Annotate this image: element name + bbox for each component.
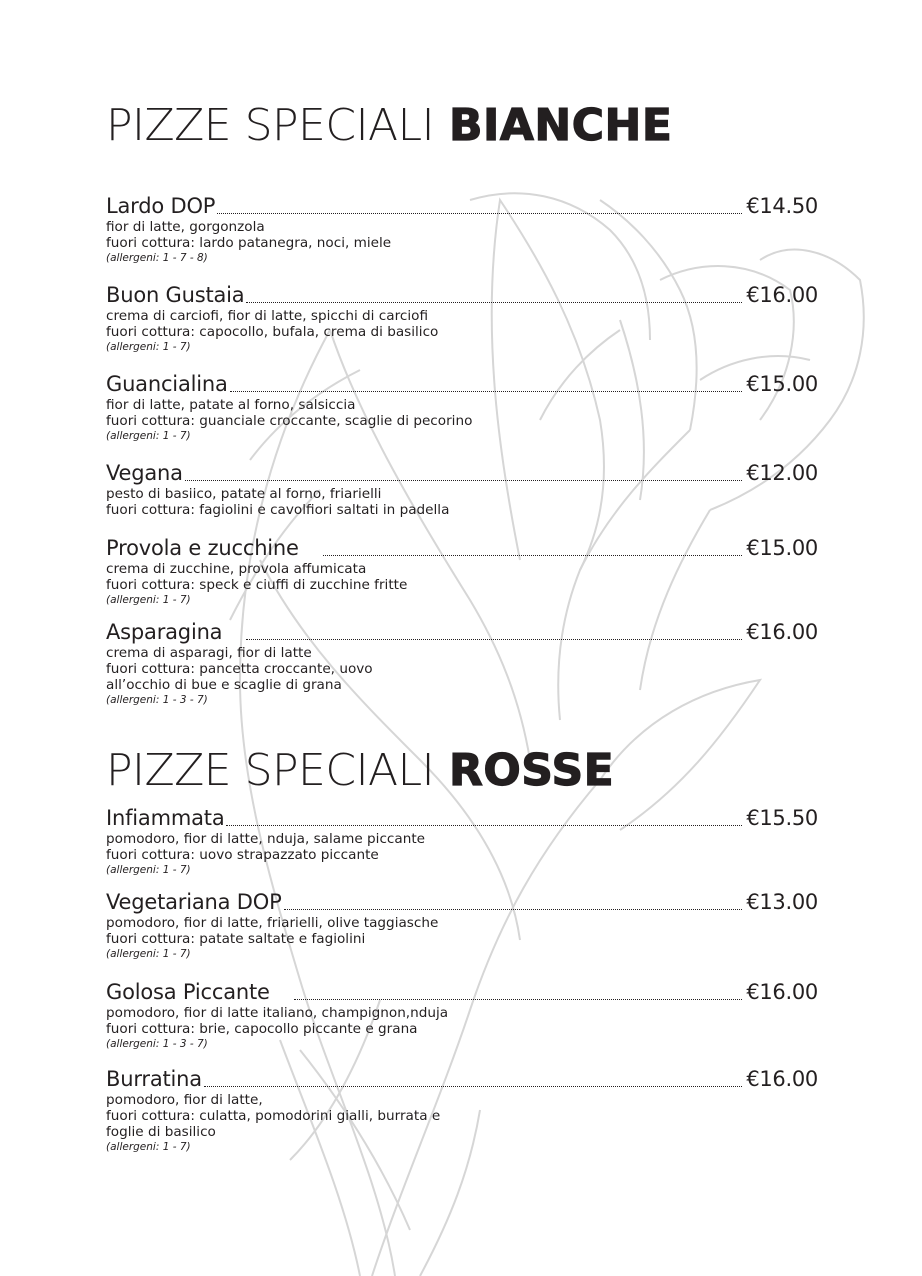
item-description: pomodoro, fior di latte, friarielli, olive taggiasche fuori cottura: patate saltate e fagiolini [106,915,439,947]
item-description: pomodoro, fior di latte, nduja, salame piccante fuori cottura: uovo strapazzato piccante [106,831,426,863]
dotted-leader [230,391,743,392]
dotted-leader [284,909,743,910]
item-description: fior di latte, gorgonzola fuori cottura: lardo patanegra, noci, miele [106,219,392,251]
dotted-leader [185,480,742,481]
item-allergens: (allergeni: 1 - 3 - 7) [106,1038,208,1050]
menu-item [106,888,818,961]
item-name: Lardo DOP [106,194,216,218]
item-allergens: (allergeni: 1 - 7) [106,594,191,606]
item-description: pomodoro, fior di latte italiano, champignon,nduja fuori cottura: brie, capocollo piccante e grana [106,1005,449,1037]
item-name: Asparagina [106,620,223,644]
item-allergens: (allergeni: 1 - 3 - 7) [106,694,208,706]
menu-item [106,1065,818,1154]
item-price: €16.00 [746,980,818,1004]
item-name: Guancialina [106,372,228,396]
item-name: Vegana [106,461,183,485]
item-price: €14.50 [746,194,818,218]
dotted-leader [217,213,742,214]
item-price: €12.00 [746,461,818,485]
menu-item [106,370,818,443]
item-price: €15.50 [746,806,818,830]
item-allergens: (allergeni: 1 - 7 - 8) [106,252,208,264]
item-description: pomodoro, fior di latte, fuori cottura: culatta, pomodorini gialli, burrata e foglie di basilico [106,1092,441,1140]
dotted-leader [246,302,742,303]
item-description: pesto di basiico, patate al forno, friarielli fuori cottura: fagiolini e cavolfiori saltati in padella [106,486,450,518]
item-price: €16.00 [746,620,818,644]
menu-item [106,281,818,354]
item-name: Vegetariana DOP [106,890,282,914]
menu-item [106,192,818,265]
item-description: crema di asparagi, fior di latte fuori cottura: pancetta croccante, uovo all’occhio di bue e scaglie di grana [106,645,373,693]
dotted-leader [323,555,743,556]
dotted-leader [226,825,742,826]
item-allergens: (allergeni: 1 - 7) [106,341,191,353]
menu-item [106,804,818,877]
section-title-bianche: PIZZE SPECIALI BIANCHE [106,100,673,151]
item-allergens: (allergeni: 1 - 7) [106,948,191,960]
item-name: Provola e zucchine [106,536,299,560]
item-name: Buon Gustaia [106,283,245,307]
item-description: crema di carciofi, fior di latte, spicchi di carciofi fuori cottura: capocollo, bufala, crema di basilico [106,308,439,340]
menu-item [106,978,818,1051]
item-name: Golosa Piccante [106,980,270,1004]
item-description: crema di zucchine, provola affumicata fuori cottura: speck e ciuffi di zucchine fritte [106,561,408,593]
menu-item [106,618,818,707]
item-price: €16.00 [746,283,818,307]
dotted-leader [204,1086,742,1087]
section-title-rosse: PIZZE SPECIALI ROSSE [106,745,615,796]
menu-item [106,534,818,607]
dotted-leader [246,639,742,640]
item-price: €15.00 [746,536,818,560]
item-price: €13.00 [746,890,818,914]
item-name: Burratina [106,1067,202,1091]
item-allergens: (allergeni: 1 - 7) [106,1141,191,1153]
item-allergens: (allergeni: 1 - 7) [106,864,191,876]
item-name: Infiammata [106,806,225,830]
menu-item [106,459,818,518]
item-price: €16.00 [746,1067,818,1091]
dotted-leader [294,999,743,1000]
item-allergens: (allergeni: 1 - 7) [106,430,191,442]
item-price: €15.00 [746,372,818,396]
item-description: fior di latte, patate al forno, salsiccia fuori cottura: guanciale croccante, scaglie di pecorino [106,397,473,429]
